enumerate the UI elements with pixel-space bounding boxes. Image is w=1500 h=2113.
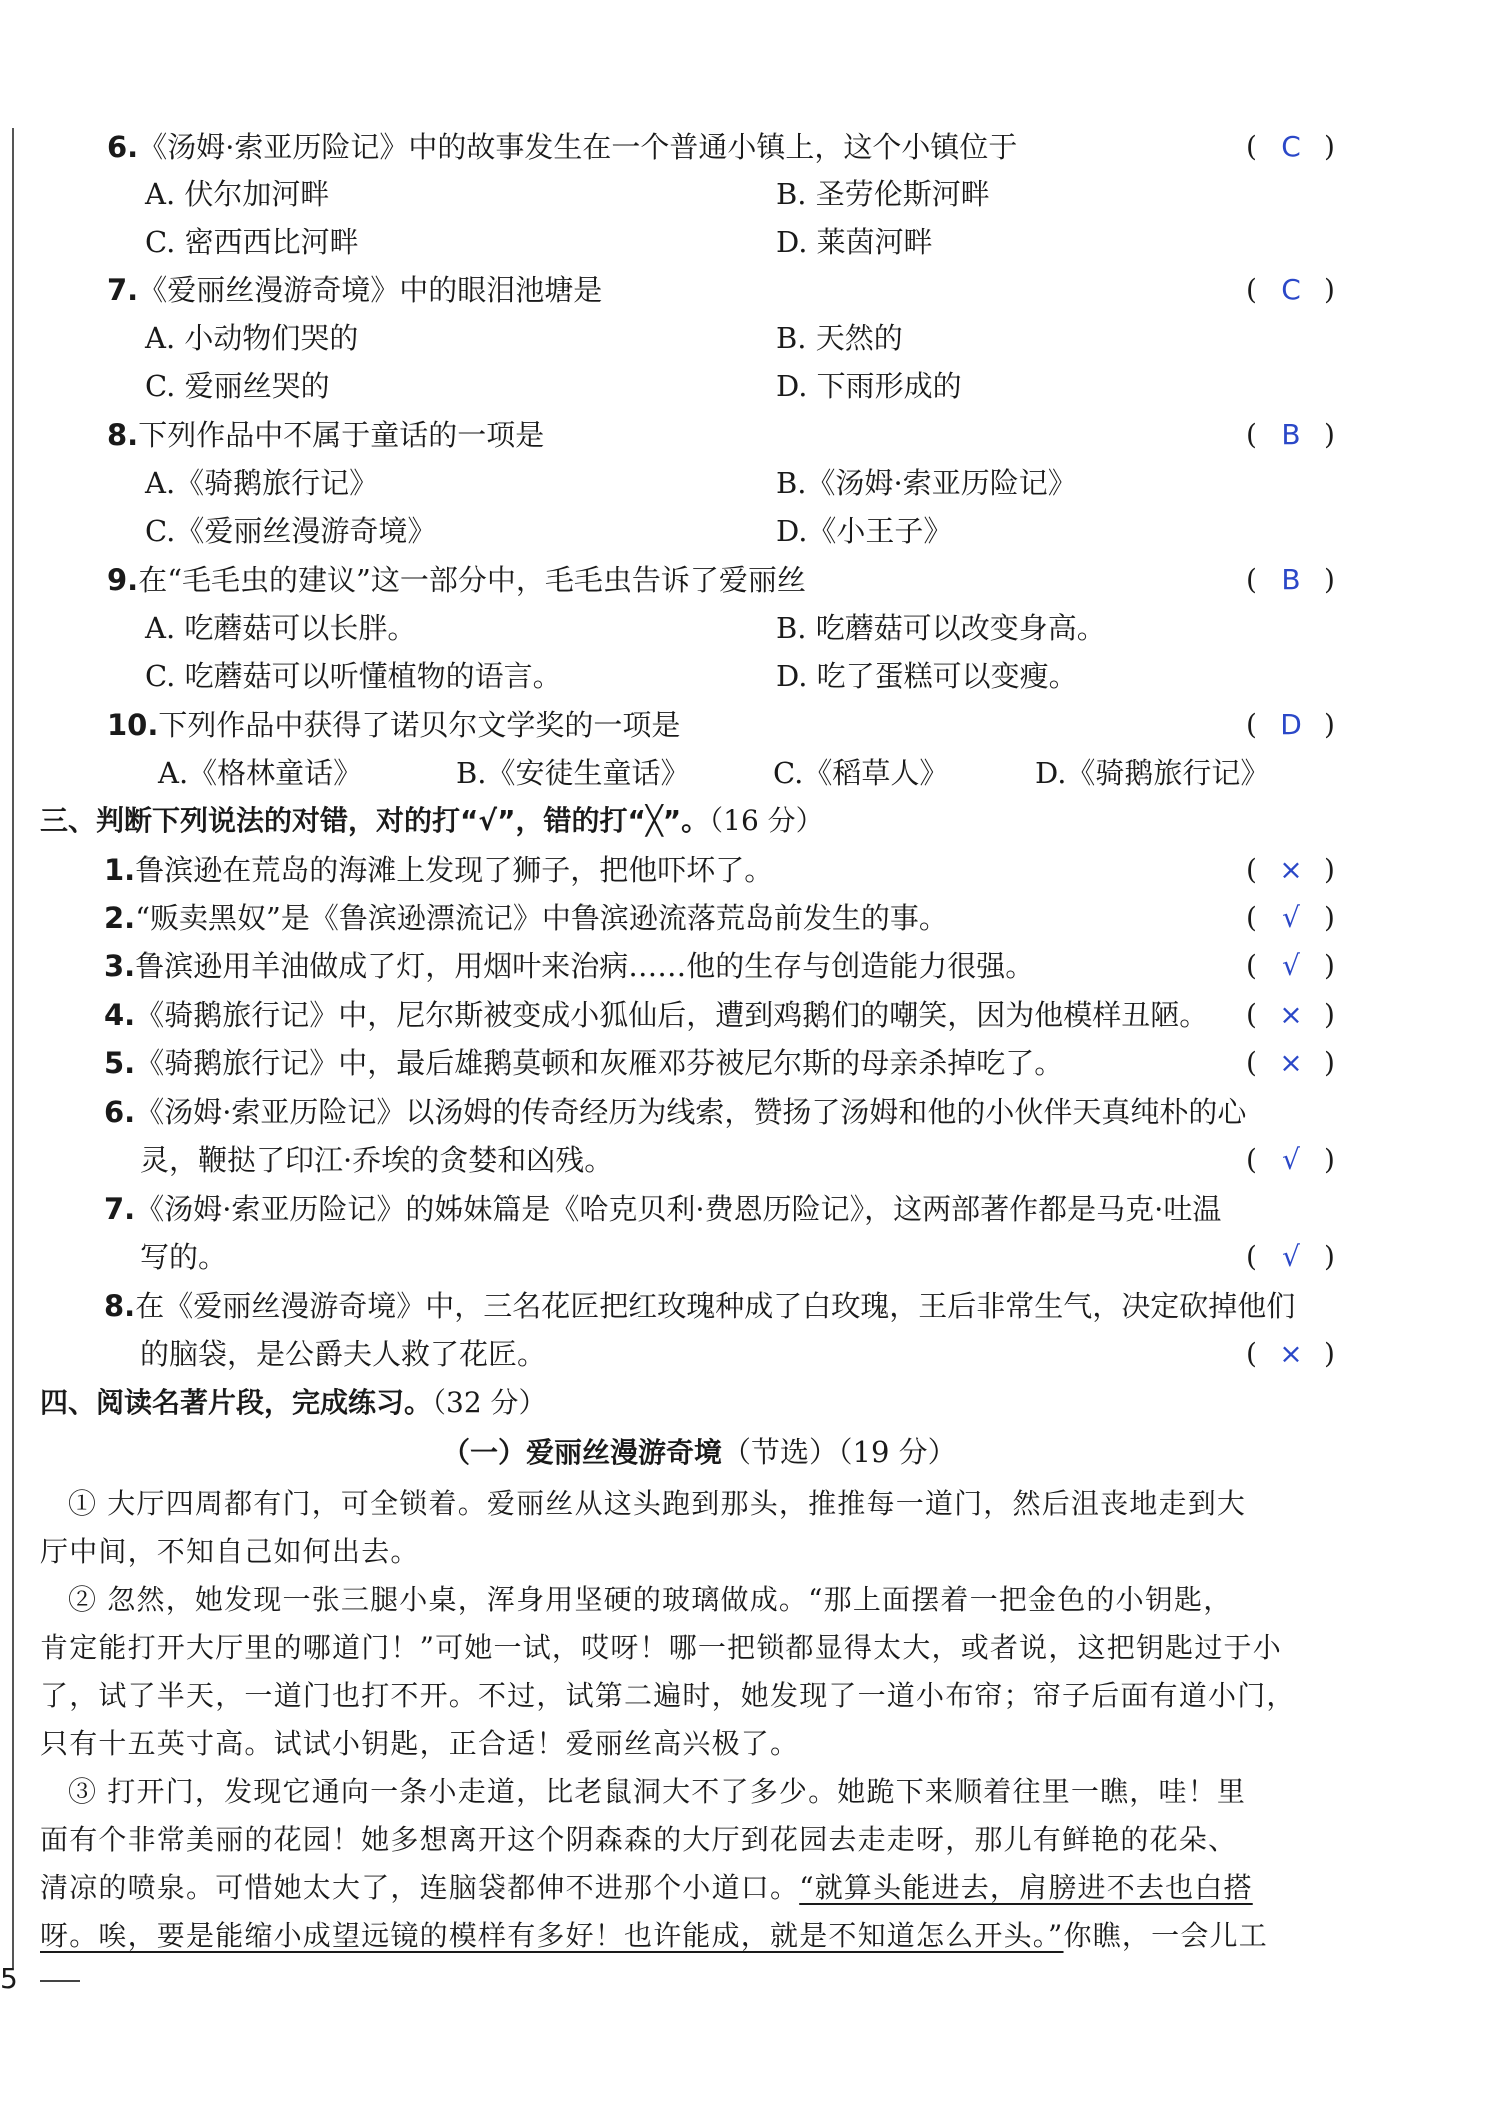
footer-rule (40, 1980, 80, 1982)
mc-question-10 (107, 705, 680, 745)
answer-mark: × (1279, 1046, 1303, 1079)
item-number: 8. (104, 1289, 136, 1323)
section-4-heading (40, 1383, 547, 1423)
answer-mark: √ (1282, 901, 1300, 934)
item-text: 《骑鹅旅行记》中，最后雄鹅莫顿和灰雁邓芬被尼尔斯的母亲杀掉吃了。 (135, 1046, 1064, 1080)
option-b: B.《安徒生童话》 (456, 756, 690, 790)
passage-paragraph-1 (40, 1480, 1336, 1576)
binding-margin-line (12, 128, 14, 1968)
option-a: A. 伏尔加河畔 (145, 177, 330, 211)
item-text: 在《爱丽丝漫游奇境》中，三名花匠把红玫瑰种成了白玫瑰，王后非常生气，决定砍掉他们 (135, 1289, 1296, 1323)
question-number: 8. (107, 418, 139, 452)
judge-item-7 (104, 1189, 1221, 1229)
item-number: 5. (104, 1046, 136, 1080)
passage-paragraph-2 (40, 1576, 1336, 1768)
passage-title (442, 1432, 957, 1473)
paragraph-line: ② 忽然，她发现一张三腿小桌，浑身用坚硬的玻璃做成。“那上面摆着一把金色的小钥匙， (68, 1583, 1233, 1616)
underlined-text: “就算头能进去，肩膀进不去也白搭 (799, 1871, 1253, 1904)
item-text: 《汤姆·索亚历险记》的姊妹篇是《哈克贝利·费恩历险记》，这两部著作都是马克·吐温 (135, 1192, 1222, 1226)
plain-text: 你瞧，一会儿工 (1063, 1919, 1268, 1952)
option-a: A.《格林童话》 (158, 756, 363, 790)
paragraph-line (40, 1864, 1336, 1912)
section-3-heading (40, 801, 824, 841)
item-number: 1. (104, 853, 136, 887)
option-b: B.《汤姆·索亚历险记》 (776, 466, 1077, 500)
judge-item-3 (104, 946, 1034, 986)
paragraph-line: 肯定能打开大厅里的哪道门！”可她一试，哎呀！哪一把锁都显得太大，或者说，这把钥匙过于小 (40, 1631, 1282, 1664)
paragraph-line: 了，试了半天，一道门也打不开。不过，试第二遍时，她发现了一道小布帘；帘子后面有道小门， (40, 1679, 1296, 1712)
answer-mark: √ (1282, 949, 1300, 982)
paragraph-line: 只有十五英寸高。试试小钥匙，正合适！爱丽丝高兴极了。 (40, 1727, 800, 1760)
item-text: 《骑鹅旅行记》中，尼尔斯被变成小狐仙后，遭到鸡鹅们的嘲笑，因为他模样丑陋。 (135, 998, 1209, 1032)
exam-page: 6.《汤姆·索亚历险记》中的故事发生在一个普通小镇上，这个小镇位于 ( C ) A. 伏尔加河畔 B. 圣劳伦斯河畔 C. 密西西比河畔 D. 莱茵河畔 7.《爱丽丝漫游奇境》中的眼泪池塘是 ( C ) A. 小动物们哭的 B. 天然的 C. 爱丽丝哭的 D. 下雨形成的 8.下列作品中不属于童话的一项是 ( B ) A.《骑鹅旅行记》 B.《汤姆·索亚历险记》 C.《爱丽丝漫游奇境》 D.《小王子》 9.在“毛毛虫的建议”这一部分中，毛毛虫告诉了爱丽丝 ( B ) A. 吃蘑菇可以长胖。 B. 吃蘑菇可以改变身高。 C. 吃蘑菇可以听懂植物的语言。 D. 吃了蛋糕可以变瘦。 10.下列作品中获得了诺贝尔文学奖的一项是 ( D ) A.《格林童话》 B.《安徒生童话》 C.《稻草人》 D.《骑鹅旅行记》 三、判断下列说法的对错，对的打“√”，错的打“╳”。（16 分） 1.鲁滨逊在荒岛的海滩上发现了狮子，把他吓坏了。 ( × ) 2.“贩卖黑奴”是《鲁滨逊漂流记》中鲁滨逊流落荒岛前发生的事。 ( √ ) 3.鲁滨逊用羊油做成了灯，用烟叶来治病……他的生存与创造能力很强。 ( √ ) 4.《骑鹅旅行记》中，尼尔斯被变成小狐仙后，遭到鸡鹅们的嘲笑，因为他模样丑陋。 ( × ) 5.《骑鹅旅行记》中，最后雄鹅莫顿和灰雁邓芬被尼尔斯的母亲杀掉吃了。 ( × ) 6.《汤姆·索亚历险记》以汤姆的传奇经历为线索，赞扬了汤姆和他的小伙伴天真纯朴的心 灵，鞭挞了印江·乔埃的贪婪和凶残。 ( √ ) 7.《汤姆·索亚历险记》的姊妹篇是《哈克贝利·费恩历险记》，这两部著作都是马克·吐温 写的。 ( √ ) 8.在《爱丽丝漫游奇境》中，三名花匠把红玫瑰种成了白玫瑰，王后非常生气，决定砍掉他们 的脑袋，是公爵夫人救了花匠。 ( × ) 四、阅读名著片段，完成练习。（32 分） （一）爱丽丝漫游奇境（节选）（19 分） ① 大厅四周都有门，可全锁着。爱丽丝从这头跑到那头，推推每一道门，然后沮丧地走到大 厅中间，不知自己如何出去。 ② 忽然，她发现一张三腿小桌，浑身用坚硬的玻璃做成。“那上面摆着一把金色的小钥匙， 肯定能打开大厅里的哪道门！”可她一试，哎呀！哪一把锁都显得太大，或者说，这把钥匙过于小 了，试了半天，一道门也打不开。不过，试第二遍时，她发现了一道小布帘；帘子后面有道小门， 只有十五英寸高。试试小钥匙，正合适！爱丽丝高兴极了。 ③ 打开门，发现它通向一条小走道，比老鼠洞大不了多少。她跪下来顺着往里一瞧，哇！里 面有个非常美丽的花园！她多想离开这个阴森森的大厅到花园去走走呀，那儿有鲜艳的花朵、 清凉的喷泉。可惜她太大了，连脑袋都伸不进那个小道口。“就算头能进去，肩膀进不去也白搭 呀。唉，要是能缩小成望远镜的模样有多好！也许能成，就是不知道怎么开头。”你瞧，一会儿工 5 (0, 0, 1500, 2113)
item-number: 6. (104, 1095, 136, 1129)
judge-item-8 (104, 1286, 1295, 1326)
judge-item-2 (104, 898, 948, 938)
option-c: C. 爱丽丝哭的 (145, 369, 330, 403)
judge-item-6-cont: 灵，鞭挞了印江·乔埃的贪婪和凶残。 (140, 1143, 614, 1177)
option-d: D.《小王子》 (776, 514, 953, 548)
mc-question-8 (107, 415, 544, 455)
mc-question-6 (107, 127, 1017, 167)
option-c: C. 密西西比河畔 (145, 225, 359, 259)
option-a: A. 小动物们哭的 (145, 321, 359, 355)
option-d: D. 下雨形成的 (776, 369, 962, 403)
answer-value: B (1281, 563, 1301, 596)
item-text: 鲁滨逊用羊油做成了灯，用烟叶来治病……他的生存与创造能力很强。 (135, 949, 1035, 983)
item-text: 鲁滨逊在荒岛的海滩上发现了狮子，把他吓坏了。 (135, 853, 774, 887)
question-stem: 《爱丽丝漫游奇境》中的眼泪池塘是 (138, 273, 603, 307)
answer-mark: √ (1282, 1240, 1300, 1273)
passage-title-note: （节选）（19 分） (722, 1435, 957, 1469)
answer-mark: √ (1282, 1143, 1300, 1176)
question-number: 6. (107, 130, 139, 164)
mc-question-9 (107, 560, 806, 600)
option-c: C.《爱丽丝漫游奇境》 (145, 514, 437, 548)
section-score: （32 分） (432, 1386, 547, 1419)
option-b: B. 圣劳伦斯河畔 (776, 177, 990, 211)
mc-question-7 (107, 270, 602, 310)
judge-item-7-cont: 写的。 (140, 1240, 228, 1274)
page-number: 5 (0, 1962, 18, 1995)
paragraph-line: 面有个非常美丽的花园！她多想离开这个阴森森的大厅到花园去走走呀，那儿有鲜艳的花朵、 (40, 1823, 1238, 1856)
paragraph-line: 厅中间，不知自己如何出去。 (40, 1535, 420, 1568)
answer-mark: × (1279, 998, 1303, 1031)
item-text: 《汤姆·索亚历险记》以汤姆的传奇经历为线索，赞扬了汤姆和他的小伙伴天真纯朴的心 (135, 1095, 1247, 1129)
option-b: B. 天然的 (776, 321, 903, 355)
plain-text: 清凉的喷泉。可惜她太大了，连脑袋都伸不进那个小道口。 (40, 1871, 800, 1904)
paragraph-line: ① 大厅四周都有门，可全锁着。爱丽丝从这头跑到那头，推推每一道门，然后沮丧地走到大 (68, 1487, 1247, 1520)
question-number: 9. (107, 563, 139, 597)
option-d: D. 莱茵河畔 (776, 225, 933, 259)
judge-item-6 (104, 1092, 1246, 1132)
answer-mark: × (1279, 1337, 1303, 1370)
item-number: 4. (104, 998, 136, 1032)
passage-paragraph-3 (40, 1768, 1336, 1960)
judge-item-8-cont: 的脑袋，是公爵夫人救了花匠。 (140, 1337, 547, 1371)
answer-value: C (1281, 273, 1301, 306)
paragraph-line: ③ 打开门，发现它通向一条小走道，比老鼠洞大不了多少。她跪下来顺着往里一瞧，哇！里 (68, 1775, 1247, 1808)
answer-value: B (1281, 418, 1301, 451)
passage-title-main: （一）爱丽丝漫游奇境 (442, 1436, 723, 1469)
item-number: 3. (104, 949, 136, 983)
option-d: D. 吃了蛋糕可以变瘦。 (776, 659, 1078, 693)
option-d: D.《骑鹅旅行记》 (1035, 756, 1270, 790)
section-title: 三、判断下列说法的对错，对的打“√”，错的打“╳”。 (40, 804, 710, 837)
section-score: （16 分） (709, 804, 824, 837)
item-number: 2. (104, 901, 136, 935)
paragraph-line (40, 1912, 1336, 1960)
question-stem: 在“毛毛虫的建议”这一部分中，毛毛虫告诉了爱丽丝 (138, 563, 806, 597)
answer-value: C (1281, 130, 1301, 163)
option-b: B. 吃蘑菇可以改变身高。 (776, 611, 1106, 645)
option-c: C.《稻草人》 (773, 756, 949, 790)
option-a: A. 吃蘑菇可以长胖。 (145, 611, 417, 645)
judge-item-5 (104, 1043, 1063, 1083)
question-stem: 《汤姆·索亚历险记》中的故事发生在一个普通小镇上，这个小镇位于 (138, 130, 1018, 164)
section-title: 四、阅读名著片段，完成练习。 (40, 1386, 433, 1419)
question-stem: 下列作品中不属于童话的一项是 (138, 418, 545, 452)
question-number: 7. (107, 273, 139, 307)
answer-mark: × (1279, 853, 1303, 886)
option-c: C. 吃蘑菇可以听懂植物的语言。 (145, 659, 562, 693)
judge-item-4 (104, 995, 1208, 1035)
underlined-text: 呀。唉，要是能缩小成望远镜的模样有多好！也许能成，就是不知道怎么开头。” (40, 1919, 1064, 1952)
question-stem: 下列作品中获得了诺贝尔文学奖的一项是 (158, 708, 681, 742)
option-a: A.《骑鹅旅行记》 (145, 466, 379, 500)
item-number: 7. (104, 1192, 136, 1226)
answer-value: D (1280, 708, 1302, 741)
judge-item-1 (104, 850, 773, 890)
question-number: 10. (107, 708, 159, 742)
item-text: “贩卖黑奴”是《鲁滨逊漂流记》中鲁滨逊流落荒岛前发生的事。 (135, 901, 948, 935)
